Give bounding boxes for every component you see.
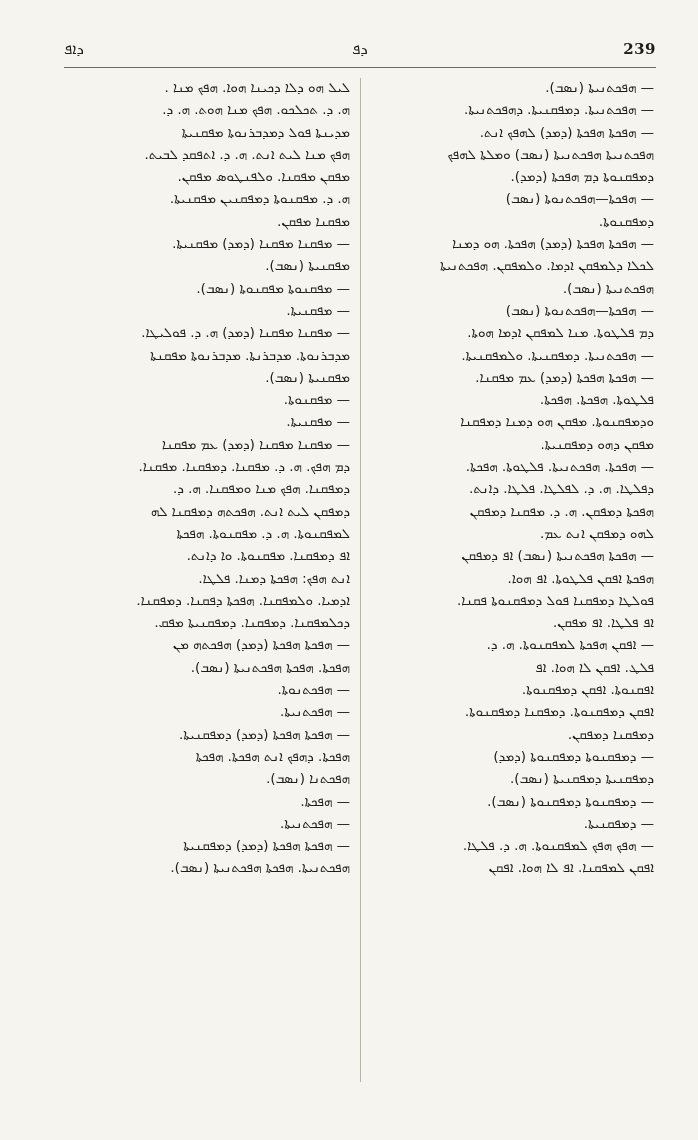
text-line: ܦܠܛܘܬܐ. ܗܦܟܬܐ. ܗܦܟܬܐ. [539, 393, 654, 409]
text-line: ܕܡܦܩܢܝܬܐ ܕܡܦܩܢܝܬܐ (ܢܣܒ). [510, 772, 654, 788]
text-line: — ܗܦܟܬܐ ܗܦܟܬܐ (ܕܡܕ) ܥܡ ܡܦܩܢܐ. [475, 370, 654, 386]
text-line: ܠܗܘ ܕܡܦܩܢ ܐܢܬ ܥܡ. [539, 526, 654, 542]
text-line: — ܗܦܟܬܢܝܬܐ (ܢܣܒ). [545, 81, 654, 96]
text-line: — ܗܦܟܬܐ. [300, 794, 350, 810]
text-line: ܡܦܩܢ ܡܦܩܢܐ. ܘܠܦܢܛܘܣ ܡܦܩܢ. [177, 170, 350, 186]
text-line: — ܡܦܩܢܐ ܡܦܩܢܐ (ܕܡܕ) ܡܦܩܢܝܬܐ. [172, 237, 350, 253]
text-line: ܦܠܛ. ܐܦܩܢ ܠܐ ܗܘܐ. ܐܦ [535, 660, 654, 676]
text-line: ܗܦܟܬܐ ܐܦܩܢ ܦܠܛܘܬܐ. ܐܦ ܗܘܐ. [507, 571, 654, 587]
text-line: — ܡܦܩܢܝܬܐ. [286, 415, 350, 431]
text-line: ܐܢܬ ܗܦܟ: ܗܦܟܬܐ ܕܡܢܐ. ܦܠܛܐ. [198, 571, 350, 587]
running-header [64, 40, 656, 66]
text-line: ܐܦ ܕܡܦܩܢܐ. ܡܦܩܢܘܬܐ. ܘܐ ܕܐܢܬ. [186, 549, 350, 565]
text-line: ܗܦܟܬܐ. ܕܗܦܟ ܐܢܬ ܗܦܟܬܐ. ܗܦܟܬܐ [195, 749, 350, 765]
text-line: ܐܦܩܢܘܬܐ. ܐܦܩܢ ܕܡܦܩܢܘܬܐ. [521, 683, 654, 699]
header-center-word: ܕܦ [352, 40, 368, 58]
text-line: — ܗܦܟܬܐ ܗܦܟܬܐ (ܕܡܕ) ܗܦܟܬܐ. ܗܘ ܕܡܢܐ [452, 237, 654, 253]
page-number: 239 [623, 40, 656, 58]
text-line: ܗ. ܕ. ܡܦܩܢܘܬܐ ܕܡܦܩܢܝܢ ܡܦܩܢܝܬܐ. [169, 192, 350, 208]
text-line: ܐܦܩܢ ܠܡܦܩܢܐ. ܐܦ ܠܐ ܗܘܐ. ܐܦܩܢ [488, 861, 654, 877]
header-left-word: ܕܐܦ [64, 40, 84, 58]
text-line: — ܗܦܟ ܗܦܟ ܠܡܦܩܢܘܬܐ. ܗ. ܕ. ܦܠܛܐ. [462, 839, 654, 855]
text-line: ܡܕܒܪܢܘܬܐ. ܡܕܒܪܢܬܐ. ܡܕܒܪܢܘܬܐ ܡܦܩܢܬܐ [150, 348, 350, 364]
text-line: — ܗܦܟܬܐ ܗܦܟܬܐ (ܕܡܕ) ܠܗܦܟ ܐܢܬ. [479, 125, 654, 141]
text-line: — ܗܦܟܬܐ ܗܦܟܬܐ (ܕܡܕ) ܕܡܦܩܢܝܬܐ. [179, 727, 350, 743]
text-line: — ܕܡܦܩܢܘܬܐ ܕܡܦܩܢܘܬܐ (ܕܡܕ) [493, 749, 654, 765]
text-line: ܗܦܟܬܐ. ܗܦܟܬܐ ܗܦܟܬܢܝܬܐ (ܢܣܒ). [190, 660, 350, 676]
text-line: — ܕܡܦܩܢܘܬܐ ܕܡܦܩܢܘܬܐ (ܢܣܒ). [487, 794, 654, 810]
text-line: — ܗܦܟܬܐ—ܗܦܟܬܢܘܬܐ (ܢܣܒ) [505, 303, 654, 319]
text-line: ܘܕܡܦܩܢܘܬܐ. ܡܦܩܢ ܗܘ ܕܡܢܐ ܕܡܦܩܢܐ [460, 415, 654, 431]
text-line: — ܡܦܩܢܐ ܡܦܩܢܐ (ܕܡܕ) ܗ. ܕ. ܦܘܠܝܛܐ. [141, 326, 350, 342]
text-line: ܡܦܩܢ ܕܗܘ ܕܡܦܩܢܝܬܐ. [540, 437, 654, 453]
text-line: ܕܡܦܩܢܐ ܕܡܦܩܢ. [567, 727, 654, 743]
text-line: ܡܦܩܢܝܬܐ (ܢܣܒ). [265, 259, 350, 275]
text-line: — ܡܦܩܢܝܬܐ. [286, 303, 350, 319]
text-line: ܗܦܟܬܢܝܬܐ (ܢܣܒ). [562, 281, 654, 297]
text-line: — ܗܦܟܬܐ ܗܦܟܬܐ (ܕܡܕ) ܕܡܦܩܢܝܬܐ [183, 839, 350, 855]
text-line: — ܗܦܟܬܐ ܗܦܟܬܐ (ܕܡܕ) ܗܦܟܬܗ ܡܢ [172, 638, 350, 654]
text-line: ܗܦܟܬܢܝܬܐ ܗܦܟܬܢܝܬܐ (ܢܣܒ) ܘܡܠܬܐ ܠܗܦܟ [447, 147, 654, 163]
text-line: ܗܦܟܬܢܐ (ܢܣܒ). [266, 772, 350, 788]
text-line: — ܗܦܟܬܢܘܬܐ. [277, 683, 350, 699]
text-line: ܕܦܠܛܐ. ܗ. ܕ. ܠܦܠܛܐ. ܦܠܛܐ. ܕܐܢܬ. [469, 482, 654, 498]
text-line: — ܗܦܟܬܐ—ܗܦܟܬܢܘܬܐ (ܢܣܒ) [505, 192, 654, 208]
text-line: ܕܡܦܩܢܘܬܐ ܕܡ ܗܦܟܬܐ (ܕܡܕ). [510, 170, 654, 186]
left-text-column [64, 78, 350, 881]
text-line: ܡܦܩܢܐ ܡܦܩܢ. [277, 214, 350, 230]
text-line: ܕܡ ܦܠܛܘܬܐ. ܡܢܐ ܠܡܦܩܢ ܐܕܡܐ ܗܘܬܐ. [467, 326, 654, 342]
text-line: ܕܡܦܩܢܘܬܐ. [598, 214, 654, 230]
text-line: ܦܘܠܛܐ ܕܡܦܩܢܐ ܦܘܠ ܕܡܦܩܢܘܬܐ ܦܩܢܐ. [457, 593, 654, 609]
text-line: — ܗܦܟܬܐ. ܗܦܟܬܢܝܬܐ. ܦܠܛܘܬܐ. ܗܦܟܬܐ. [465, 460, 654, 476]
text-line: — ܐܦܩܢ ܗܦܟܬܐ ܠܡܦܩܢܘܬܐ. ܗ. ܕ. [486, 638, 654, 654]
text-line: ܐܕܡܝܐ. ܘܠܡܦܩܢܐ. ܗܦܟܬܐ ܕܦܩܢܐ. ܕܡܦܩܢܐ. [136, 593, 350, 609]
text-line: ܐܦ ܦܠܛܐ. ܐܦ ܡܦܩܢ. [552, 616, 654, 632]
text-line: ܗܦܟܬܢܝܬܐ. ܗܦܟܬܐ ܗܦܟܬܢܝܬܐ (ܢܣܒ). [170, 861, 350, 877]
text-line: — ܗܦܟܬܢܝܬܐ. [280, 816, 350, 832]
text-line: ܠܝܠ ܗܘ ܕܠܐ ܕܟܝܢܐ ܗܘܐ. ܗܦܟ ܡܢܐ . [164, 81, 350, 96]
header-rule [64, 67, 656, 68]
text-line: ܗܦܟ ܡܢܐ ܠܝܬ ܐܢܬ. ܗ. ܕ. ܐܬܦܩܕ ܠܒܝܬ. [144, 147, 350, 163]
text-line: ܠܡܦܩܢܘܬܐ. ܗ. ܕ. ܡܦܩܢܘܬܐ. ܗܦܟܬܐ [176, 526, 350, 542]
text-line: ܕܡܦܩܢܐ. ܗܦܟ ܡܢܐ ܘܡܦܩܢܐ. ܗ. ܕ. [173, 482, 350, 498]
text-line: — ܗܦܟܬܢܝܬܐ. ܕܡܦܩܢܝܬܐ. ܕܗܦܟܬܢܝܬܐ. [464, 103, 654, 119]
text-line: ܗ. ܕ. ܬܟܠܟܘ. ܗܦܟ ܡܢܐ ܗܘܬ. ܗ. ܕ. [162, 103, 350, 119]
text-line: ܗܦܟܬܐ ܕܡܦܩܢ. ܗ. ܕ. ܡܦܩܢܐ ܕܡܦܩܢ [469, 504, 654, 520]
text-line: ܡܕܝܢܬܐ ܦܘܠ ܕܡܕܒܪܢܘܬܐ ܡܦܩܢܝܬܐ [181, 125, 350, 141]
text-line: ܕܟܠܡܦܩܢܐ. ܕܡܦܩܢܐ. ܕܡܦܩܢܝܬܐ ܡܦܩ. [154, 616, 350, 632]
text-line: — ܗܦܟܬܢܝܬܐ. ܕܡܦܩܢܝܬܐ. ܘܠܡܦܩܢܝܬܐ. [461, 348, 654, 364]
text-line: — ܡܦܩܢܘܬܐ ܡܦܩܢܘܬܐ (ܢܣܒ). [196, 281, 350, 297]
text-line: ܐܦܩܢ ܕܡܦܩܢܘܬܐ. ܕܡܦܩܢܐ ܕܡܦܩܢܘܬܐ. [464, 705, 654, 721]
right-text-column [368, 78, 654, 881]
text-line: — ܕܡܦܩܢܝܬܐ. [583, 816, 654, 832]
text-line: ܠܟܠܐ ܕܠܡܦܩܢ ܐܕܡܐ. ܘܠܡܦܩܢ. ܗܦܟܬܢܝܬܐ [440, 259, 654, 275]
text-line: — ܡܦܩܢܘܬܐ. [283, 393, 350, 409]
text-line: — ܗܦܟܬܐ ܗܦܟܬܢܝܬܐ (ܢܣܒ) ܐܦ ܕܡܦܩܢ [461, 549, 654, 565]
text-line: ܕܡ ܗܦܟ. ܗ. ܕ. ܡܦܩܢܐ. ܕܡܦܩܢܐ. ܡܦܩܢܐ. [138, 460, 350, 476]
text-line: ܕܡܦܩܢ ܠܝܬ ܐܢܬ. ܗܦܟܬܗ ܕܡܦܩܢܐ ܠܗ [150, 504, 350, 520]
text-line: — ܡܦܩܢܐ ܡܦܩܢܐ (ܕܡܕ) ܥܡ ܡܦܩܢܐ [161, 437, 350, 453]
column-divider [360, 78, 361, 1082]
text-line: — ܗܦܟܬܢܝܬܐ. [280, 705, 350, 721]
text-line: ܡܦܩܢܝܬܐ (ܢܣܒ). [265, 370, 350, 386]
